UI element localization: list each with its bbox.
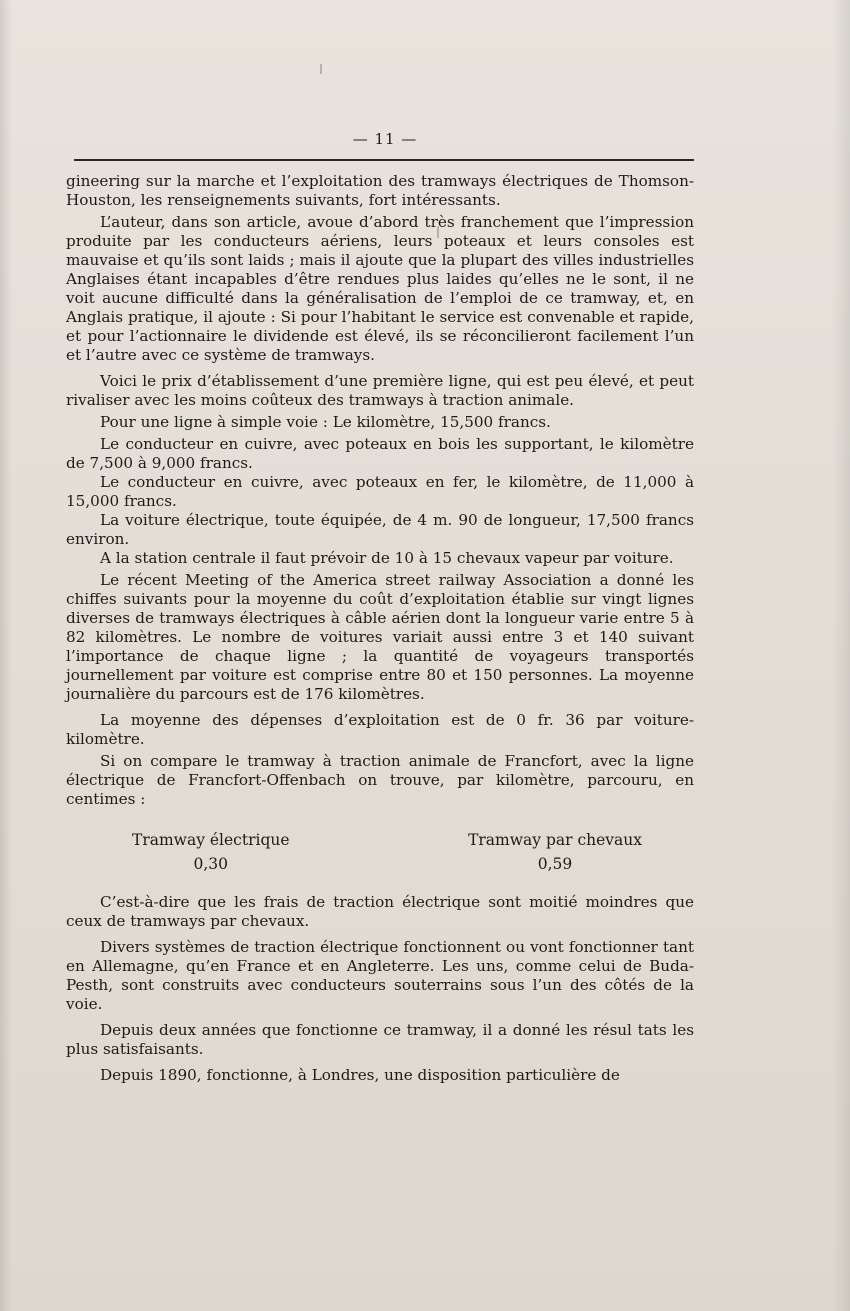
paragraph-6: Le conducteur en cuivre, avec poteaux en fer, le kilomètre, de 11,000 à 15,000 francs. — [66, 473, 694, 510]
page-body-text — [66, 172, 694, 1085]
horse-tramway-value: 0,59 — [537, 855, 573, 873]
electric-tramway-column — [132, 828, 290, 876]
paragraph-8: A la station centrale il faut prévoir de 10 à 15 chevaux vapeur par voiture. — [100, 549, 674, 567]
paragraph-3: Voici le prix d’établissement d’une première ligne, qui est peu élevé, et peut rivaliser avec les moins coûteux des tramways à traction animale. — [66, 372, 694, 409]
cost-comparison — [132, 828, 642, 876]
page-number: — 11 — — [352, 130, 418, 148]
paragraph-2: L’auteur, dans son article, avoue d’abord très franchement que l’impression produite par les conducteurs aériens, leurs poteaux et leurs consoles est mauvaise et qu’ils sont laids ; mais il ajoute que la plupart des villes industrielles Anglaises étant incapables d’être rendues plus laides qu’elles ne le sont, il ne voit aucune difficulté dans la généralisation de l’emploi de ce tramway, et, en Anglais pratique, il ajoute : Si pour l’habitant le service est convenable et rapide, et pour l’actionnaire le dividende est élevé, ils se réconcilieront facilement l’un et l’autre avec ce système de tramways. — [66, 213, 694, 364]
paragraph-12: C’est-à-dire que les frais de traction électrique sont moitié moindres que ceux de tramways par chevaux. — [66, 893, 694, 930]
electric-tramway-label: Tramway électrique — [132, 831, 290, 849]
horse-tramway-label: Tramway par chevaux — [468, 831, 642, 849]
horse-tramway-column — [468, 828, 642, 876]
paragraph-10: La moyenne des dépenses d’exploitation est de 0 fr. 36 par voiture-kilomètre. — [66, 711, 694, 748]
paper-mark — [320, 64, 322, 74]
right-page-shadow — [832, 0, 850, 1311]
paragraph-9: Le récent Meeting of the America street railway Association a donné les chiffes suivants pour la moyenne du coût d’exploitation établie sur vingt lignes diverses de tramways électriques à câble aérien dont la longueur varie entre 5 à 82 kilomètres. Le nombre de voitures variait aussi entre 3 et 140 suivant l’importance de chaque ligne ; la quantité de voyageurs transportés journellement par voiture est comprise entre 80 et 150 personnes. La moyenne journalière du parcours est de 176 kilomètres. — [66, 571, 694, 703]
header-rule — [74, 159, 694, 161]
electric-tramway-value: 0,30 — [193, 855, 229, 873]
paragraph-15: Depuis 1890, fonctionne, à Londres, une disposition particulière de — [100, 1066, 620, 1084]
paragraph-14: Depuis deux années que fonctionne ce tramway, il a donné les résul tats les plus satisfaisants. — [66, 1021, 694, 1058]
left-page-shadow — [0, 0, 12, 1311]
paragraph-13: Divers systèmes de traction électrique fonctionnent ou vont fonctionner tant en Allemagne, qu’en France et en Angleterre. Les uns, comme celui de Buda-Pesth, sont construits avec conducteurs souterrains sous l’un des côtés de la voie. — [66, 938, 694, 1013]
paragraph-5: Le conducteur en cuivre, avec poteaux en bois les supportant, le kilomètre de 7,500 à 9,000 francs. — [66, 435, 694, 472]
paragraph-11: Si on compare le tramway à traction animale de Francfort, avec la ligne électrique de Francfort-Offenbach on trouve, par kilomètre, parcouru, en centimes : — [66, 752, 694, 808]
paragraph-1: gineering sur la marche et l’exploitation des tramways électriques de Thomson-Houston, les renseignements suivants, fort intéressants. — [66, 172, 694, 209]
paragraph-7: La voiture électrique, toute équipée, de 4 m. 90 de longueur, 17,500 francs environ. — [66, 511, 694, 548]
paragraph-4: Pour une ligne à simple voie : Le kilomètre, 15,500 francs. — [100, 413, 551, 431]
